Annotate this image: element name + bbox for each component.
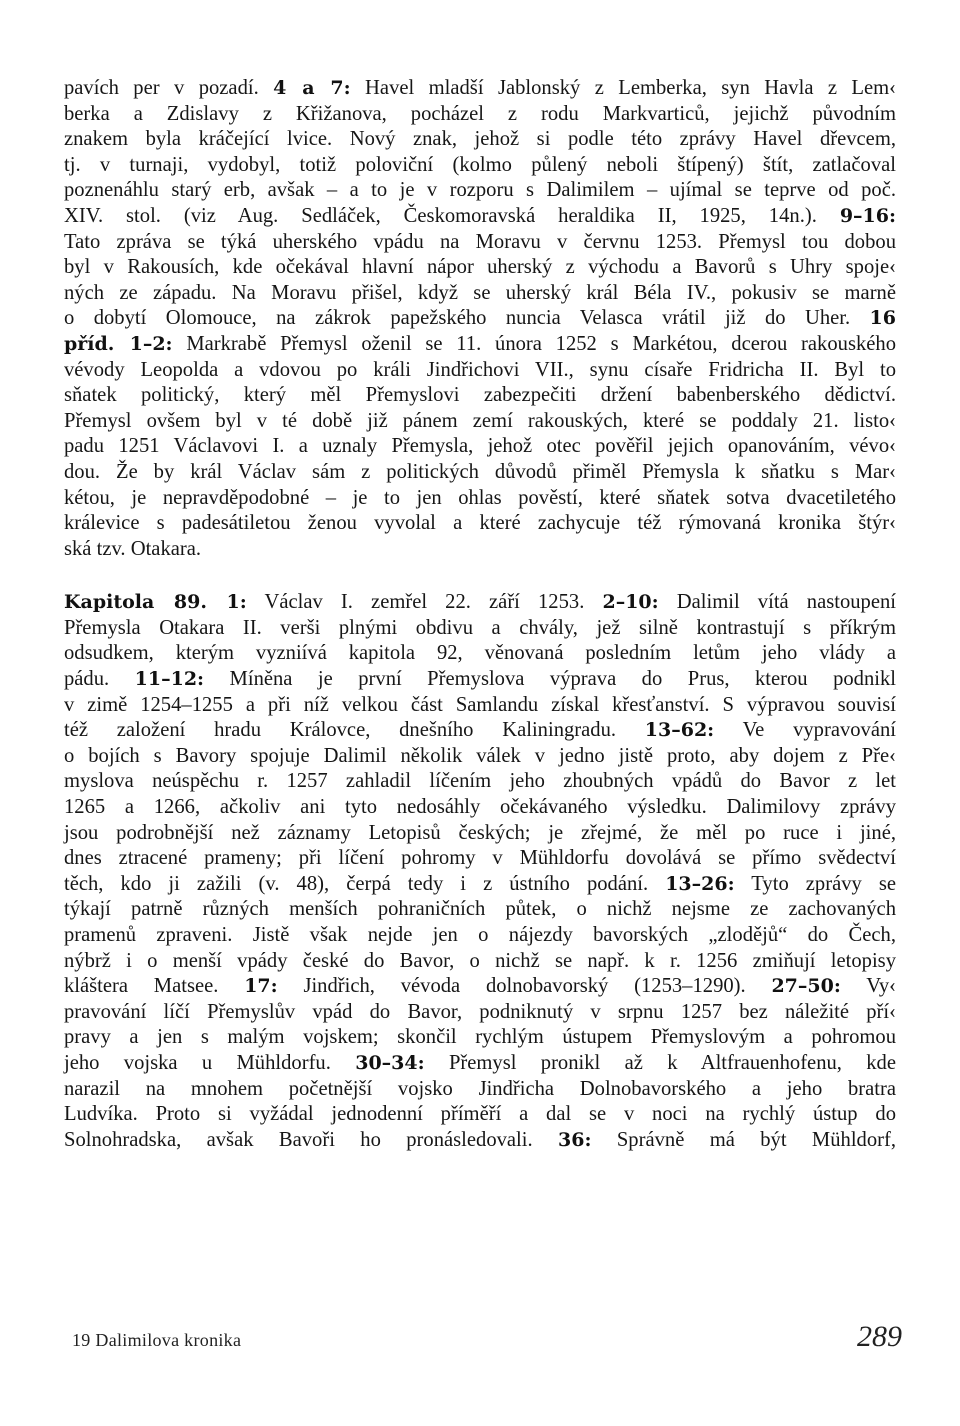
page-body	[64, 76, 896, 1153]
verse-reference: 11–12:	[134, 668, 205, 691]
text-line: padu 1251 Václavovi I. a uznaly Přemysla, jehož otec pověřil jejich opanováním, vévo‹	[64, 435, 896, 458]
text-line: pavích per v pozadí. 4 a 7: Havel mladší Jablonský z Lemberka, syn Havla z Lem‹	[64, 77, 897, 99]
text-line: o bojích s Bavory spojuje Dalimil několik válek v jedno jistě proto, aby dojem z Pře‹	[64, 744, 896, 767]
page-footer	[72, 1320, 902, 1360]
text-line: ných ze západu. Na Moravu přišel, když se uherský král Béla IV., pokusiv se marně	[64, 281, 896, 304]
text-line: Kapitola 89. 1: Václav I. zemřel 22. září 1253. 2–10: Dalimil vítá nastoupení	[64, 591, 897, 614]
text-line: jeho vojska u Mühldorfu. 30–34: Přemysl pronikl až k Altfrauenhofenu, kde	[64, 1051, 896, 1074]
text-line: o dobytí Olomouce, na zákrok papežského nuncia Velasca vrátil již do Uher. 16	[64, 307, 896, 330]
verse-reference: 16	[869, 307, 896, 330]
text-line: kétou, je nepravděpodobné – je to jen ohlas pověstí, které sňatek sotva dvacetiletého	[64, 486, 896, 509]
text-line: Přemysl ovšem byl v té době již pánem zemí rakouských, které se poddaly 21. listo‹	[64, 409, 896, 432]
text-line: příd. 1–2: Markrabě Přemysl oženil se 11. února 1252 s Markétou, dcerou rakouského	[64, 332, 896, 355]
verse-reference: 17:	[244, 975, 278, 998]
text-line: pádu. 11–12: Míněna je první Přemyslova výprava do Prus, kterou podnikl	[64, 668, 897, 691]
text-line: znakem byla kráčející lvice. Nový znak, jehož si podle této zprávy Havel dřevcem,	[64, 128, 896, 151]
text-line: dnes ztracené prameny; při líčení pohromy v Mühldorfu dovolává se přímo svědectví	[64, 847, 896, 870]
text-line: XIV. stol. (viz Aug. Sedláček, Českomoravská heraldika II, 1925, 14n.). 9–16:	[64, 204, 896, 227]
text-line: Tato zpráva se týká uherského vpádu na Moravu v červnu 1253. Přemysl tou dobou	[64, 230, 896, 253]
text-line: tj. v turnaji, vydobyl, totiž poloviční (kolmo půlený neboli štípený) štít, zatlačoval	[64, 153, 896, 176]
text-line: v zimě 1254–1255 a při níž velkou část Samlandu získal křesťanství. S výpravou souvisí	[64, 693, 896, 716]
text-line: Solnohradska, avšak Bavoři ho pronásledovali. 36: Správně má být Mühldorf,	[64, 1128, 896, 1151]
page-number: 289	[857, 1320, 902, 1353]
text-line: Ludvíka. Proto si vyžádal jednodenní příměří a dal se v noci na rychlý ústup do	[64, 1103, 896, 1126]
text-line: berka a Zdislavy z Křižanova, pocházel z rodu Markvarticů, jejichž původním	[64, 102, 896, 125]
verse-reference: 30–34:	[355, 1051, 425, 1074]
text-line: pravování líčí Přemyslův vpád do Bavor, podniknutý v srpnu 1257 bez náležité pří‹	[64, 1000, 896, 1023]
paragraph-notes-88	[64, 76, 896, 562]
text-line: jsou podrobnější než záznamy Letopisů českých; je zřejmé, že měl po ruce i jiné,	[64, 821, 896, 844]
text-line: týkají patrně různých menších pohraničních půtek, o nichž nejsme ze zachovaných	[64, 898, 896, 921]
text-line: sňatek politický, který měl Přemyslovi zabezpečiti držení babenberského dědictví.	[64, 384, 896, 407]
printer-signature: 19 Dalimilova kronika	[72, 1330, 242, 1350]
text-line: narazil na mnohem početnější vojsko Jindřicha Dolnobavorského a jeho bratra	[64, 1077, 896, 1100]
text-line: vévody Leopolda a vdovou po králi Jindřichovi VII., synu císaře Fridricha II. Byl to	[64, 358, 896, 381]
text-line: byl v Rakousích, kde očekával hlavní nápor uherský z východu a Bavorů s Uhry spoje‹	[64, 256, 896, 279]
verse-reference: 4 a 7:	[273, 77, 351, 99]
verse-reference: 2–10:	[602, 591, 659, 614]
verse-reference: 36:	[558, 1128, 592, 1151]
verse-reference: 13–26:	[665, 872, 735, 895]
text-line: králevice s padesátiletou ženou vyvolal a které zachycuje též rýmovaná kronika štýr‹	[64, 512, 896, 535]
text-line: poznenáhlu starý erb, avšak – a to je v rozporu s Dalimilem – ujímal se teprve od poč.	[64, 179, 896, 202]
verse-reference: 27–50:	[771, 975, 841, 998]
text-line: ská tzv. Otakara.	[64, 537, 202, 560]
paragraph-gap	[64, 562, 896, 590]
text-line: odsudkem, kterým vyzniívá kapitola 92, věnovaná posledním letům jeho vlády a	[64, 642, 896, 665]
verse-reference: Kapitola 89. 1:	[64, 591, 247, 614]
text-line: kláštera Matsee. 17: Jindřich, vévoda dolnobavorský (1253–1290). 27–50: Vy‹	[64, 975, 896, 998]
text-line: též založení hradu Královce, dnešního Kaliningradu. 13–62: Ve vypravování	[64, 719, 897, 742]
text-line: dou. Že by král Václav sám z politických důvodů přiměl Přemysla k sňatku s Mar‹	[64, 460, 896, 483]
verse-reference: 9–16:	[839, 204, 896, 227]
text-line: 1265 a 1266, ačkoliv ani tyto nedosáhly očekávaného výsledku. Dalimilovy zprávy	[64, 796, 896, 819]
text-line: myslova neúspěchu r. 1257 zahladil líčením jeho zhoubných vpádů do Bavor z let	[64, 770, 896, 793]
text-line: těch, kdo ji zažili (v. 48), čerpá tedy i z ústního podání. 13–26: Tyto zprávy se	[64, 872, 897, 895]
verse-reference: 13–62:	[644, 719, 715, 742]
text-line: pravy a jen s malým vojskem; skončil rychlým ústupem Přemyslovým a pohromou	[64, 1026, 896, 1049]
paragraph-chapter-89	[64, 590, 896, 1153]
verse-reference: příd. 1–2:	[64, 332, 173, 355]
text-line: Přemysla Otakara II. verši plnými obdivu a chvály, jež silně kontrastují s příkrým	[64, 616, 896, 639]
text-line: nýbrž i o menší vpády české do Bavor, o nichž se např. k r. 1256 zmiňují letopisy	[64, 949, 896, 972]
text-line: pramenů zpraveni. Jistě však nejde jen o nájezdy bavorských „zlodějů“ do Čech,	[64, 924, 896, 946]
